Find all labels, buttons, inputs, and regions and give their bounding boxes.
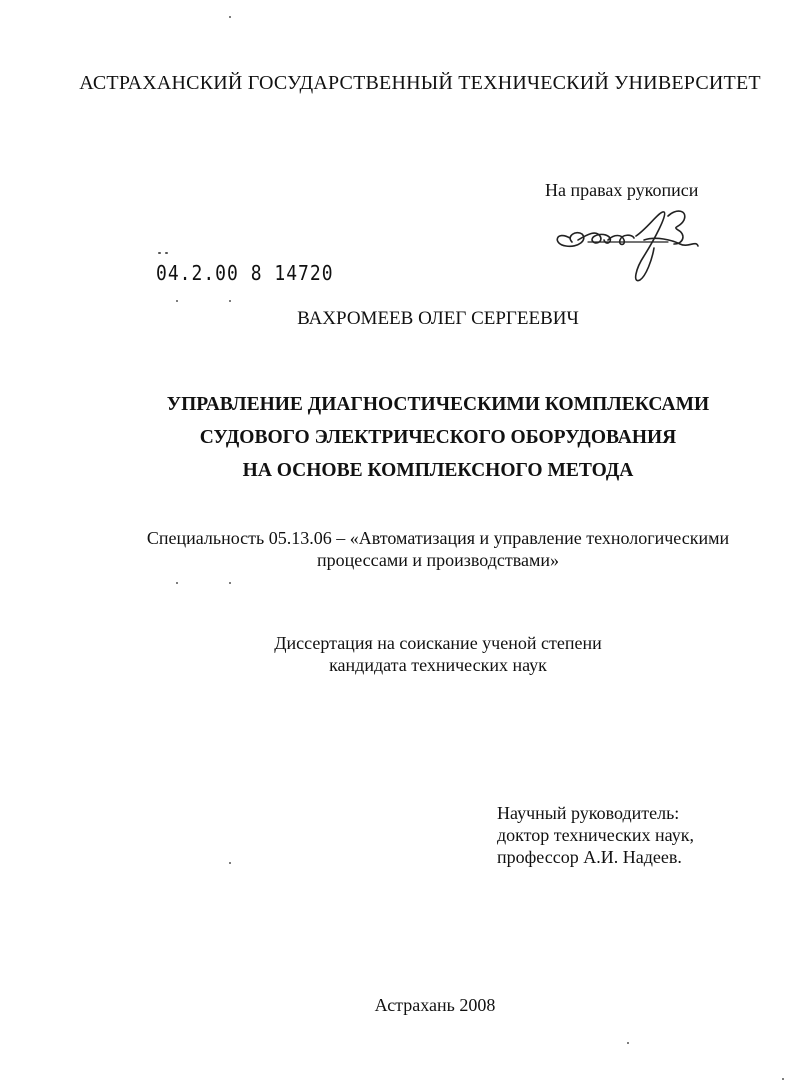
degree-line: Диссертация на соискание ученой степени bbox=[274, 633, 602, 653]
title-line: УПРАВЛЕНИЕ ДИАГНОСТИЧЕСКИМИ КОМПЛЕКСАМИ bbox=[166, 394, 710, 415]
library-stamp: 04.2.00 8 14720 bbox=[156, 261, 334, 286]
scan-speck bbox=[165, 252, 168, 254]
scan-speck bbox=[176, 582, 178, 584]
specialty-line: Специальность 05.13.06 – «Автоматизация и управление технологическими bbox=[146, 528, 730, 548]
specialty-block bbox=[0, 527, 796, 571]
scan-speck bbox=[782, 1078, 784, 1080]
university-name: АСТРАХАНСКИЙ ГОСУДАРСТВЕННЫЙ ТЕХНИЧЕСКИЙ УНИВЕРСИТЕТ bbox=[79, 72, 761, 94]
author-name: ВАХРОМЕЕВ ОЛЕГ СЕРГЕЕВИЧ bbox=[297, 308, 579, 329]
supervisor-line: профессор А.И. Надеев. bbox=[497, 847, 682, 867]
city-year: Астрахань 2008 bbox=[374, 995, 496, 1015]
scan-speck bbox=[627, 1042, 629, 1044]
scan-speck bbox=[158, 252, 161, 254]
handwritten-signature bbox=[548, 200, 708, 290]
degree-block bbox=[0, 632, 796, 676]
scan-speck bbox=[229, 16, 231, 18]
scan-speck bbox=[176, 300, 178, 302]
scan-speck bbox=[229, 862, 231, 864]
manuscript-note: На правах рукописи bbox=[545, 180, 699, 200]
scan-speck bbox=[229, 300, 231, 302]
title-line: НА ОСНОВЕ КОМПЛЕКСНОГО МЕТОДА bbox=[242, 460, 634, 481]
specialty-line: процессами и производствами» bbox=[316, 550, 560, 570]
supervisor-line: Научный руководитель: bbox=[497, 803, 680, 823]
dissertation-title bbox=[0, 388, 796, 487]
degree-line: кандидата технических наук bbox=[329, 655, 547, 675]
supervisor-line: доктор технических наук, bbox=[497, 825, 694, 845]
title-line: СУДОВОГО ЭЛЕКТРИЧЕСКОГО ОБОРУДОВАНИЯ bbox=[199, 427, 677, 448]
scan-speck bbox=[229, 582, 231, 584]
supervisor-block bbox=[497, 802, 694, 868]
